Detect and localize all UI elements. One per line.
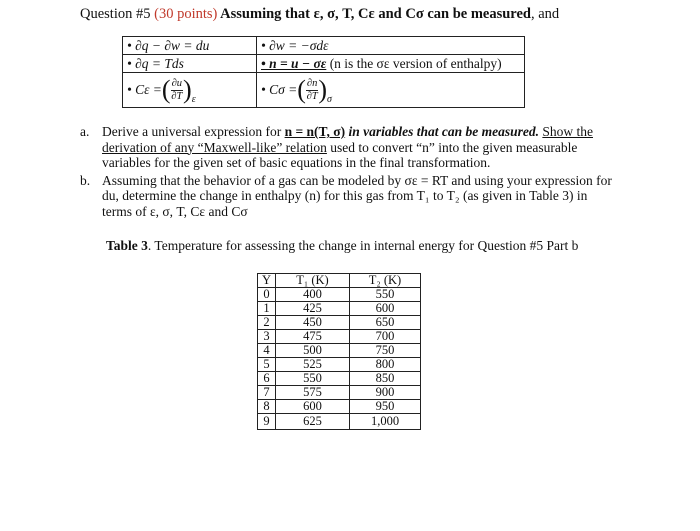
item-label: a. bbox=[80, 124, 90, 139]
cell-y: 4 bbox=[258, 344, 276, 358]
caption-text: . Temperature for assessing the change in internal energy for Question #5 Part b bbox=[147, 238, 579, 253]
table-header-row bbox=[258, 274, 421, 288]
table-caption bbox=[106, 238, 578, 254]
cell-t1: 550 bbox=[276, 372, 350, 386]
eq-first-law: • ∂q − ∂w = du bbox=[123, 37, 257, 55]
cell-t1: 425 bbox=[276, 302, 350, 316]
table-row bbox=[258, 302, 421, 316]
table-row bbox=[258, 344, 421, 358]
cell-y: 1 bbox=[258, 302, 276, 316]
table-row bbox=[258, 386, 421, 400]
table-row bbox=[258, 414, 421, 430]
question-items bbox=[80, 124, 620, 221]
cell-t1: 400 bbox=[276, 288, 350, 302]
question-header bbox=[80, 6, 559, 23]
item-text: Derive a universal expression for n = n(T, σ) in variables that can be measured. Show the derivation of any “Maxwell-like” relation used to convert “n” into the given measurable variables for the given set of basic equations in the final transformation. bbox=[102, 124, 593, 170]
table-row bbox=[258, 316, 421, 330]
table-row bbox=[258, 288, 421, 302]
col-header-y: Y bbox=[258, 274, 276, 288]
item-label: b. bbox=[80, 172, 91, 188]
question-title-end: , and bbox=[530, 6, 560, 22]
cell-t1: 600 bbox=[276, 400, 350, 414]
cell-t2: 800 bbox=[350, 358, 421, 372]
cell-t2: 750 bbox=[350, 344, 421, 358]
list-item bbox=[80, 124, 620, 171]
cell-y: 6 bbox=[258, 372, 276, 386]
cell-t1: 475 bbox=[276, 330, 350, 344]
cell-t1: 625 bbox=[276, 414, 350, 430]
table-row bbox=[258, 400, 421, 414]
question-points: (30 points) bbox=[154, 6, 218, 22]
cell-t1: 450 bbox=[276, 316, 350, 330]
table-row bbox=[258, 330, 421, 344]
cell-t2: 950 bbox=[350, 400, 421, 414]
eq-c-epsilon: • Cε = ( $\frac{\partial u}{\partial T}$ ) ε bbox=[123, 73, 257, 108]
cell-t1: 575 bbox=[276, 386, 350, 400]
cell-y: 9 bbox=[258, 414, 276, 430]
col-header-t1: T₁ (K) bbox=[276, 274, 350, 288]
cell-t2: 550 bbox=[350, 288, 421, 302]
table-row bbox=[258, 358, 421, 372]
cell-t2: 1,000 bbox=[350, 414, 421, 430]
cell-t2: 900 bbox=[350, 386, 421, 400]
cell-t1: 500 bbox=[276, 344, 350, 358]
cell-t2: 700 bbox=[350, 330, 421, 344]
col-header-t2: T₂ (K) bbox=[350, 274, 421, 288]
question-title: Assuming that ε, σ, T, Cε and Cσ can be measured bbox=[217, 6, 531, 22]
list-item bbox=[80, 173, 620, 220]
eq-heat: • ∂q = Tds bbox=[123, 55, 257, 73]
temperature-table bbox=[257, 273, 421, 430]
table-row bbox=[258, 372, 421, 386]
cell-y: 7 bbox=[258, 386, 276, 400]
cell-t1: 525 bbox=[276, 358, 350, 372]
caption-label: Table 3 bbox=[106, 238, 148, 253]
eq-work: • ∂w = −σdε bbox=[257, 37, 525, 55]
eq-enthalpy: • n = u − σε bbox=[261, 55, 327, 71]
question-prefix: Question #5 bbox=[80, 6, 155, 22]
cell-y: 2 bbox=[258, 316, 276, 330]
eq-enthalpy-cell bbox=[257, 55, 525, 73]
cell-y: 3 bbox=[258, 330, 276, 344]
eq-enthalpy-note: (n is the σε version of enthalpy) bbox=[326, 55, 502, 71]
item-text: Assuming that the behavior of a gas can be modeled by σε = RT and using your expression for du, determine the change in enthalpy (n) for this gas from T₁ to T₂ (as given in Table 3) in terms of ε, σ, T, Cε and Cσ bbox=[102, 172, 612, 219]
cell-y: 0 bbox=[258, 288, 276, 302]
cell-t2: 650 bbox=[350, 316, 421, 330]
cell-y: 8 bbox=[258, 400, 276, 414]
cell-y: 5 bbox=[258, 358, 276, 372]
cell-t2: 600 bbox=[350, 302, 421, 316]
eq-c-sigma: • Cσ = ( $\frac{\partial n}{\partial T}$ ) σ bbox=[257, 73, 525, 108]
equations-table bbox=[122, 36, 525, 108]
cell-t2: 850 bbox=[350, 372, 421, 386]
